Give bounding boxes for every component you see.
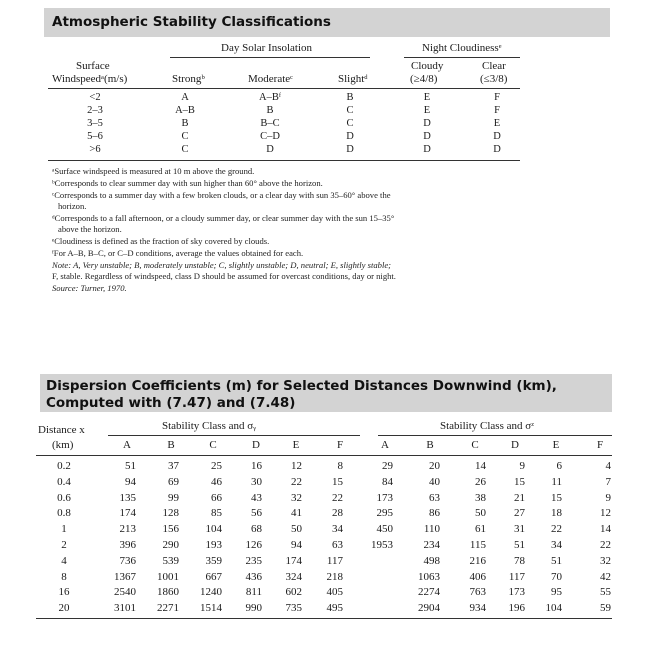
sigma-z-cell: 934 [469,602,486,615]
slight-header: Slightᵈ [338,73,368,85]
sigma-z-cell: 15 [514,475,525,488]
sigma-z-group-rule [378,435,612,436]
sigma-z-cell: 95 [551,586,562,599]
sigma-z-cell: 12 [600,507,611,520]
sigma-y-cell: 1001 [157,570,179,583]
sigma-y-cell: 539 [162,554,179,567]
sigma-y-cell: 128 [162,507,179,520]
sigma-z-cell: 55 [600,586,611,599]
sigma-z-cell: 14 [475,460,486,472]
sigma-y-cell: 126 [245,539,262,551]
sigma-z-cell: 2904 [418,602,440,615]
sigma-y-cell: 1367 [114,570,136,583]
night-cloudiness-group-label: Night Cloudinessᵉ [422,42,502,54]
distance-header-line2: (km) [52,439,74,451]
sigma-z-cell: 2274 [418,586,440,599]
sigma-z-cell: 234 [423,539,440,551]
stability-header-rule [48,88,520,89]
note-line1: Note: A, Very unstable; B, moderately unstable; C, slightly unstable; D, neutral; E, slightly stable; [52,260,392,270]
day-group-rule [170,57,370,58]
sigma-z-cell: 173 [376,491,393,504]
sigma-z-cell: 38 [475,491,486,504]
cloudy-header-line2: (≥4/8) [410,73,438,85]
sigma-y-cell: 15 [332,475,343,488]
slight-cell: C [346,118,354,129]
windspeed-cell: 3–5 [87,118,103,129]
sigma-y-cell: 1240 [200,586,222,599]
dispersion-header-rule [36,455,612,456]
sigma-y-cell: 396 [119,539,136,551]
slight-cell: C [346,105,354,116]
sigma-z-cell: 50 [475,507,486,520]
moderate-cell: A–Bᶠ [258,92,282,103]
moderate-cell: D [266,144,274,155]
sigma-z-cell: 59 [600,602,611,615]
sigma-y-cell: 2271 [157,602,179,615]
footnote-d-line1: ᵈCorresponds to a fall afternoon, or a cloudy summer day, or clear summer day with the sun 15–35° [52,213,395,223]
sigma-z-class-header: A [381,439,389,451]
source-line: Source: Turner, 1970. [52,283,127,293]
dispersion-title-line1: Dispersion Coefficients (m) for Selected Distances Downwind (km), [46,378,557,394]
sigma-y-class-header: B [167,439,175,451]
note-line2: F, stable. Regardless of windspeed, class D should be assumed for overcast conditions, day or night. [52,271,396,281]
sigma-z-cell: 295 [376,507,393,520]
cloudy-cell: D [423,131,431,142]
sigma-z-cell: 104 [545,602,562,615]
sigma-y-cell: 12 [291,460,302,472]
distance-cell: 0.4 [57,475,71,488]
sigma-y-cell: 495 [326,602,343,615]
sigma-z-class-header: C [471,439,479,451]
sigma-y-cell: 213 [119,523,136,536]
sigma-z-cell: 86 [429,507,440,520]
strong-cell: C [181,131,189,142]
moderate-header: Moderateᶜ [248,73,293,85]
sigma-y-group-rule [108,435,360,436]
distance-cell: 0.8 [57,507,71,520]
sigma-y-cell: 43 [251,491,262,504]
sigma-y-cell: 8 [337,460,343,472]
sigma-z-cell: 406 [469,570,486,583]
distance-header-line1: Distance x [38,424,85,436]
sigma-y-cell: 16 [251,460,262,472]
night-group-rule [404,57,520,58]
sigma-z-cell: 1063 [418,570,440,583]
sigma-z-cell: 196 [508,602,525,615]
sigma-y-cell: 602 [285,586,302,599]
sigma-y-cell: 25 [211,460,222,472]
sigma-z-cell: 34 [551,539,562,551]
sigma-y-cell: 735 [285,602,302,615]
sigma-z-cell: 11 [551,475,562,488]
sigma-z-cell: 22 [600,539,611,551]
sigma-y-cell: 94 [291,539,302,551]
sigma-z-cell: 115 [469,539,486,551]
sigma-y-cell: 1514 [200,602,222,615]
sigma-z-cell: 498 [423,554,440,567]
dispersion-title-line2: Computed with (7.47) and (7.48) [46,395,296,411]
sigma-y-cell: 235 [245,554,262,567]
sigma-z-cell: 763 [469,586,486,599]
sigma-z-cell: 61 [475,523,486,536]
windspeed-header-line1: Surface [76,60,110,72]
sigma-y-cell: 174 [285,554,302,567]
stability-bottom-rule [48,160,520,161]
sigma-y-class-header: C [209,439,217,451]
sigma-y-cell: 324 [285,570,302,583]
sigma-z-cell: 14 [600,523,611,536]
strong-header: Strongᵇ [172,73,205,85]
sigma-y-group-label: Stability Class and σᵧ [162,420,257,432]
windspeed-cell: <2 [89,92,101,103]
strong-cell: B [181,118,189,129]
sigma-z-cell: 216 [469,554,486,567]
moderate-cell: C–D [260,131,280,142]
cloudy-cell: E [423,105,431,116]
strong-cell: C [181,144,189,155]
clear-cell: E [493,118,501,129]
footnote-e: ᵉCloudiness is defined as the fraction of sky covered by clouds. [52,236,270,246]
sigma-z-cell: 21 [514,491,525,504]
distance-cell: 0.2 [57,460,71,472]
cloudy-cell: D [423,144,431,155]
clear-header-line2: (≤3/8) [480,73,508,85]
sigma-z-cell: 117 [508,570,525,583]
sigma-z-cell: 29 [382,460,393,472]
cloudy-cell: D [423,118,431,129]
sigma-z-class-header: E [552,439,560,451]
sigma-y-cell: 811 [245,586,262,599]
sigma-y-cell: 37 [168,460,179,472]
distance-cell: 4 [61,554,67,567]
cloudy-header-line1: Cloudy [411,60,444,72]
dispersion-bottom-rule [36,618,612,619]
distance-cell: 1 [61,523,67,536]
sigma-z-cell: 4 [605,460,611,472]
sigma-z-cell: 78 [514,554,525,567]
sigma-z-cell: 6 [556,460,562,472]
distance-cell: 8 [61,570,67,583]
sigma-y-cell: 22 [291,475,302,488]
sigma-z-cell: 63 [429,491,440,504]
clear-cell: D [493,131,501,142]
sigma-z-group-label: Stability Class and σᶻ [440,420,535,432]
sigma-z-cell: 84 [382,475,393,488]
sigma-y-cell: 193 [205,539,222,551]
sigma-y-cell: 990 [245,602,262,615]
sigma-y-cell: 1860 [157,586,179,599]
sigma-y-cell: 174 [119,507,136,520]
sigma-z-cell: 26 [475,475,486,488]
sigma-y-cell: 28 [332,507,343,520]
sigma-z-class-header: B [426,439,434,451]
clear-header-line1: Clear [482,60,506,72]
sigma-y-cell: 436 [245,570,262,583]
sigma-y-cell: 290 [162,539,179,551]
slight-cell: D [346,131,354,142]
sigma-y-cell: 3101 [114,602,136,615]
distance-cell: 2 [61,539,67,551]
strong-cell: A–B [175,105,195,116]
sigma-y-cell: 30 [251,475,262,488]
sigma-y-cell: 359 [205,554,222,567]
sigma-y-cell: 2540 [114,586,136,599]
sigma-y-cell: 56 [251,507,262,520]
stability-table-title: Atmospheric Stability Classifications [52,14,331,30]
sigma-y-cell: 34 [332,523,343,536]
sigma-z-class-header: D [511,439,519,451]
footnote-a: ᵃSurface windspeed is measured at 10 m above the ground. [52,166,255,176]
clear-cell: F [494,105,500,116]
sigma-y-cell: 22 [332,491,343,504]
distance-cell: 20 [58,602,70,615]
sigma-y-cell: 99 [168,491,179,504]
footnote-c-line1: ᶜCorresponds to a summer day with a few broken clouds, or a clear day with sun 35–60° above the [52,190,391,200]
sigma-y-cell: 66 [211,491,222,504]
clear-cell: F [494,92,500,103]
sigma-z-cell: 450 [376,523,393,536]
sigma-y-cell: 51 [125,460,136,472]
sigma-y-cell: 104 [205,523,222,536]
day-insolation-group-label: Day Solar Insolation [221,42,313,54]
sigma-y-cell: 156 [162,523,179,536]
sigma-z-cell: 9 [519,460,525,472]
sigma-y-cell: 667 [205,570,222,583]
moderate-cell: B [266,105,274,116]
sigma-z-cell: 110 [423,523,440,536]
sigma-z-cell: 15 [551,491,562,504]
sigma-y-cell: 94 [125,475,136,488]
sigma-y-class-header: A [123,439,131,451]
sigma-y-cell: 85 [211,507,222,520]
slight-cell: D [346,144,354,155]
windspeed-header-line2: Windspeedᵃ(m/s) [52,73,128,85]
sigma-z-cell: 20 [429,460,440,472]
sigma-z-cell: 40 [429,475,440,488]
windspeed-cell: >6 [89,144,101,155]
sigma-y-cell: 117 [326,554,343,567]
sigma-y-cell: 46 [211,475,222,488]
sigma-z-cell: 27 [514,507,525,520]
moderate-cell: B–C [260,118,280,129]
sigma-z-class-header: F [596,439,604,451]
distance-cell: 16 [58,586,70,599]
sigma-z-cell: 51 [551,554,562,567]
dispersion-table-title [46,378,557,412]
windspeed-cell: 5–6 [87,131,103,142]
sigma-z-cell: 31 [514,523,525,536]
sigma-y-cell: 68 [251,523,262,536]
footnote-c-line2: horizon. [58,201,87,211]
sigma-y-cell: 63 [332,539,343,551]
sigma-z-cell: 7 [605,475,611,488]
sigma-y-cell: 736 [119,554,136,567]
sigma-y-cell: 69 [168,475,179,488]
footnote-f: ᶠFor A–B, B–C, or C–D conditions, average the values obtained for each. [52,248,304,258]
footnote-d-line2: above the horizon. [58,224,122,234]
footnote-b: ᵇCorresponds to clear summer day with sun higher than 60° above the horizon. [52,178,323,188]
sigma-y-cell: 50 [291,523,302,536]
strong-cell: A [181,92,189,103]
distance-cell: 0.6 [57,491,71,504]
sigma-z-cell: 173 [508,586,525,599]
windspeed-cell: 2–3 [87,105,103,116]
sigma-y-cell: 135 [119,491,136,504]
sigma-y-class-header: D [252,439,260,451]
sigma-z-cell: 9 [605,491,611,504]
sigma-z-cell: 42 [600,570,611,583]
sigma-y-class-header: E [292,439,300,451]
sigma-z-cell: 70 [551,570,562,583]
clear-cell: D [493,144,501,155]
sigma-y-cell: 32 [291,491,302,504]
sigma-y-class-header: F [336,439,344,451]
sigma-y-cell: 41 [291,507,302,520]
sigma-y-cell: 405 [326,586,343,599]
cloudy-cell: E [423,92,431,103]
sigma-z-cell: 22 [551,523,562,536]
sigma-z-cell: 32 [600,554,611,567]
slight-cell: B [346,92,354,103]
sigma-z-cell: 51 [514,539,525,551]
sigma-y-cell: 218 [326,570,343,583]
sigma-z-cell: 18 [551,507,562,520]
sigma-z-cell: 1953 [371,539,393,551]
